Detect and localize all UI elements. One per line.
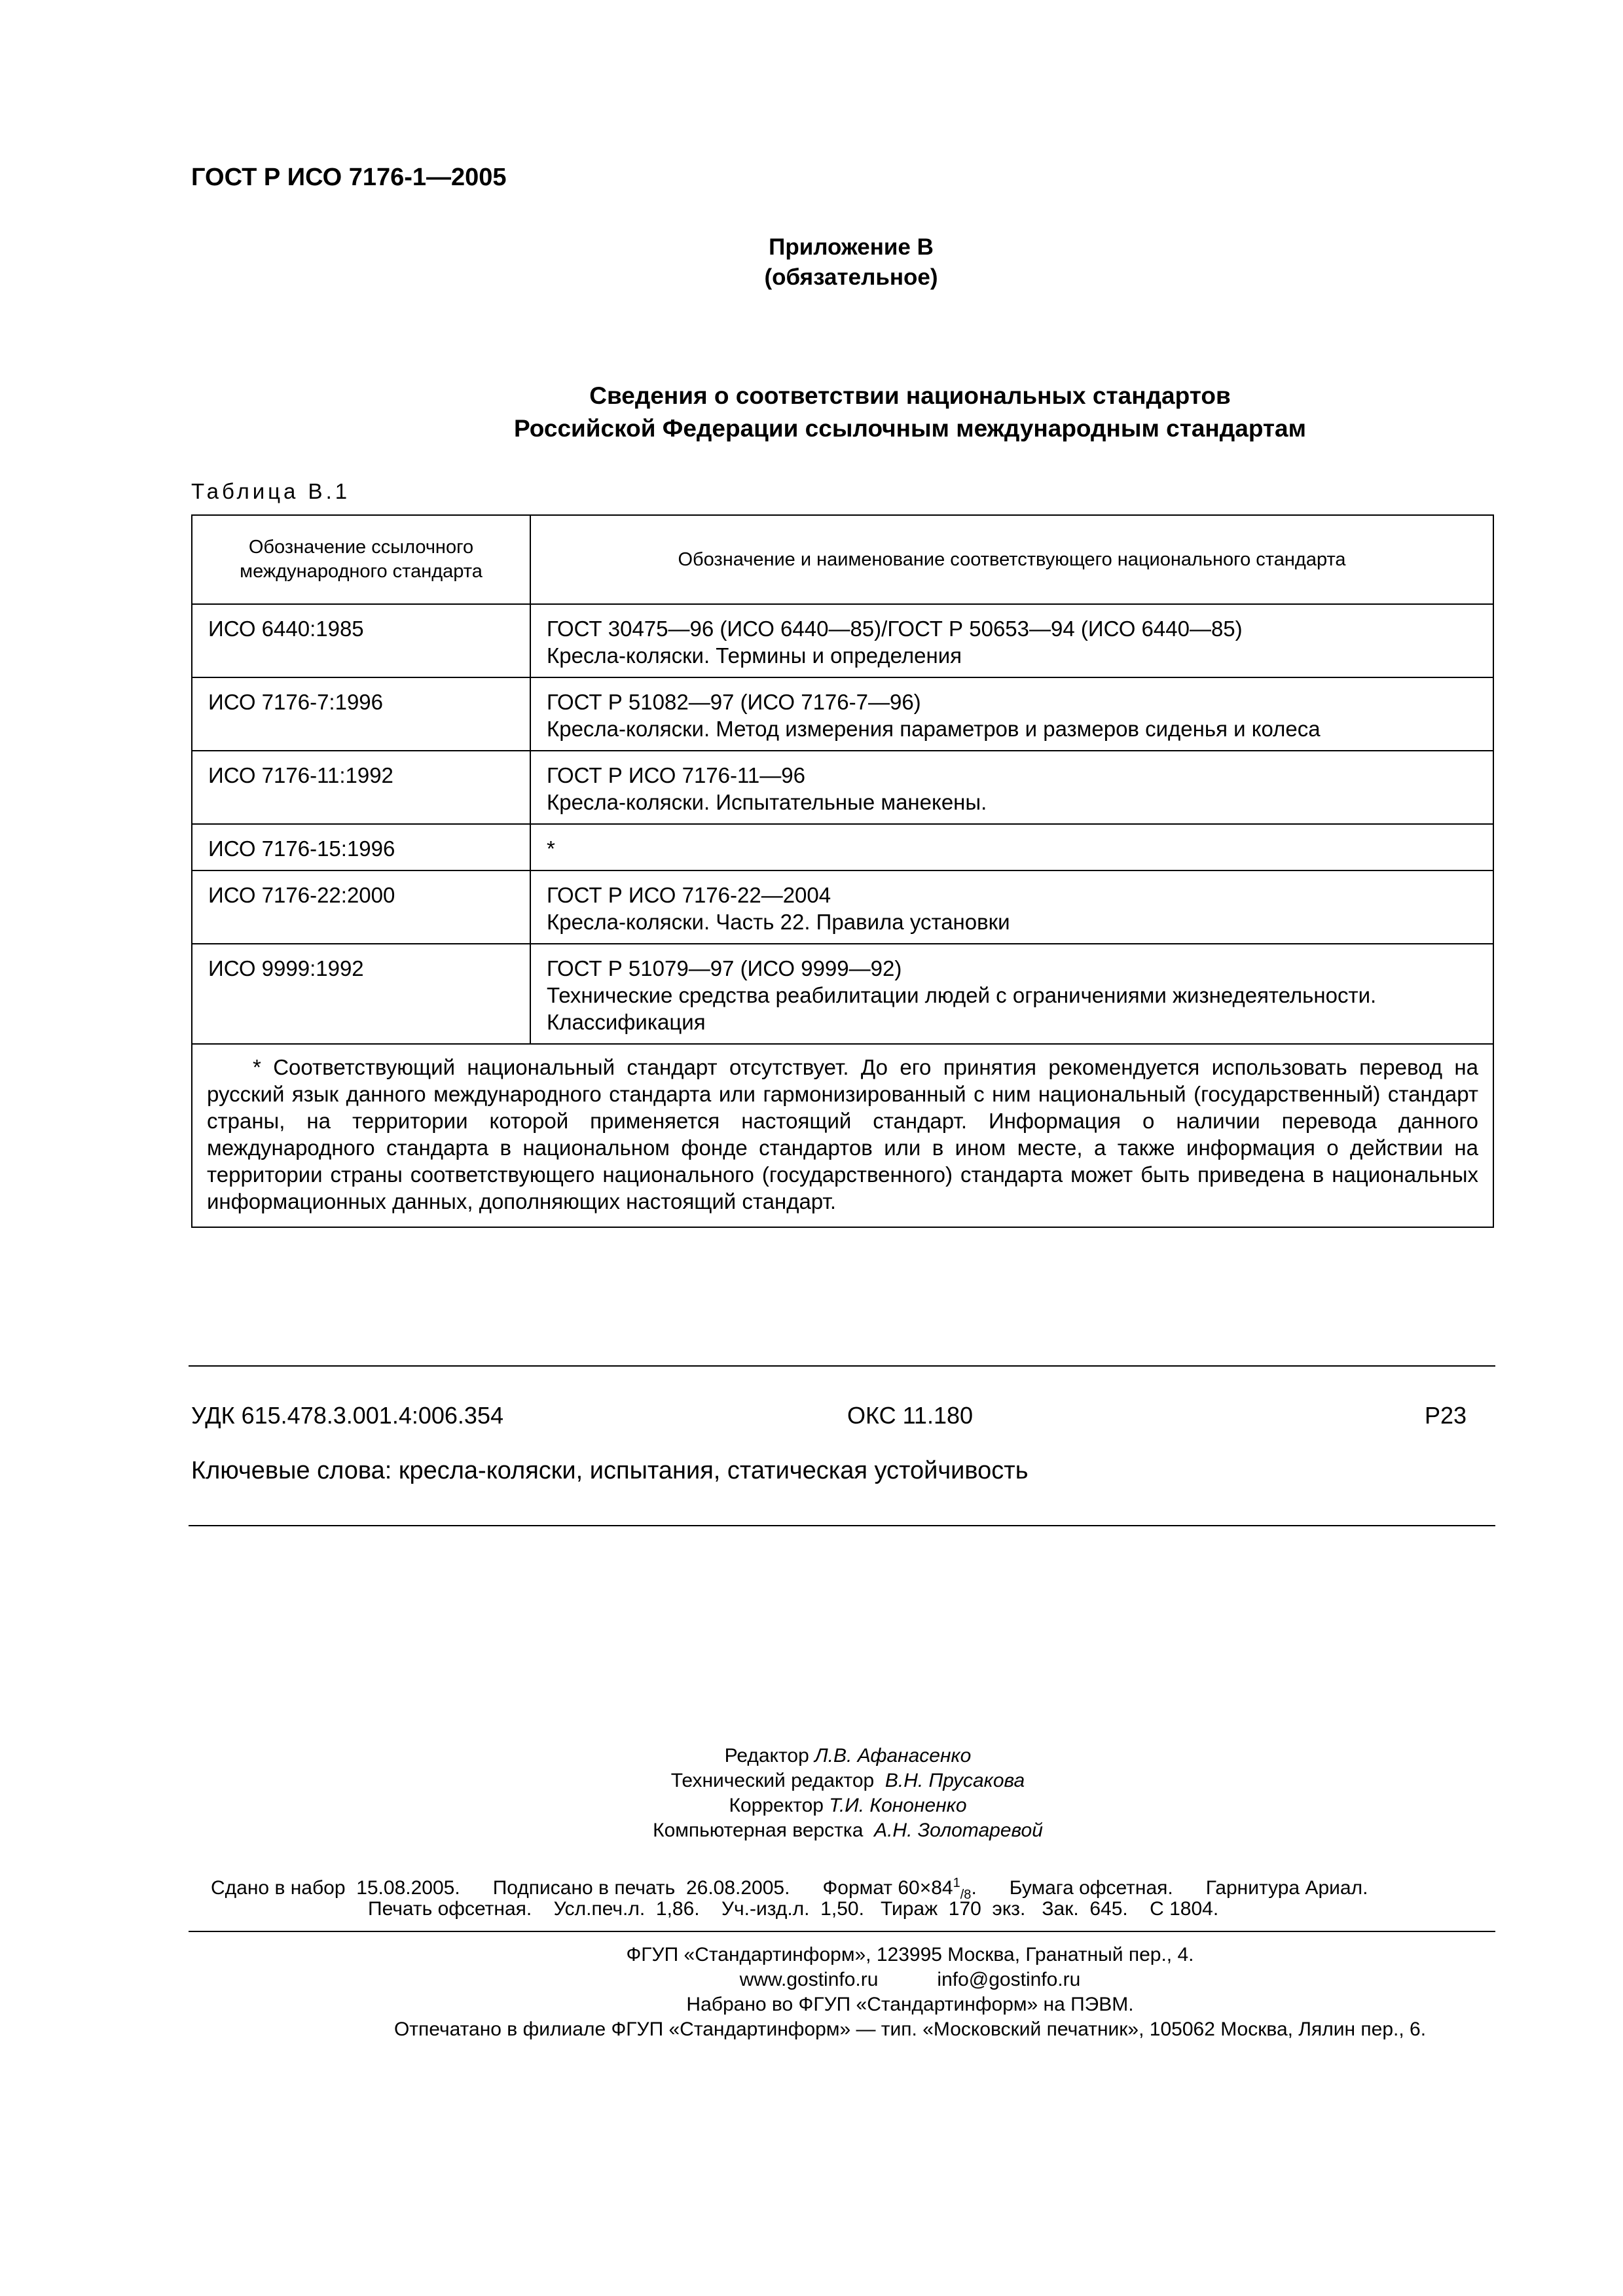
signed-date: Подписано в печать 26.08.2005.: [492, 1877, 790, 1899]
intl-standard-cell: ИСО 7176-22:2000: [192, 870, 530, 944]
credit-line: [458, 1793, 1237, 1818]
document-code: ГОСТ Р ИСО 7176-1—2005: [191, 164, 507, 191]
intl-standard-cell: ИСО 7176-7:1996: [192, 677, 530, 751]
national-standard-line: Кресла-коляски. Термины и определения: [547, 643, 962, 668]
order-number: Зак. 645.: [1042, 1898, 1128, 1920]
print-sheets: Усл.печ.л. 1,86.: [553, 1898, 700, 1920]
table-row: [192, 677, 1493, 751]
section-title: [196, 380, 1623, 445]
credit-role: Корректор: [729, 1795, 824, 1816]
intl-standard-cell: ИСО 7176-15:1996: [192, 824, 530, 870]
header-national-standard: Обозначение и наименование соответствующего национального стандарта: [530, 515, 1493, 604]
pub-sheets: Уч.-изд.л. 1,50.: [721, 1898, 864, 1920]
publisher-address: ФГУП «Стандартинформ», 123995 Москва, Гранатный пер., 4.: [626, 1944, 1194, 1965]
intl-standard-cell: ИСО 7176-11:1992: [192, 751, 530, 824]
table-row: [192, 944, 1493, 1044]
credit-role: Технический редактор: [670, 1770, 875, 1791]
publisher-website: www.gostinfo.ru: [739, 1969, 879, 1990]
table-row: [192, 870, 1493, 944]
national-standard-line: ГОСТ Р ИСО 7176-11—96: [547, 763, 805, 787]
format-suffix: .: [971, 1877, 977, 1899]
print-run: Тираж 170 экз.: [880, 1898, 1026, 1920]
format-prefix: Формат 60×84: [822, 1877, 953, 1899]
section-title-line-2: Российской Федерации ссылочным международным стандартам: [514, 415, 1306, 442]
udk-code: УДК 615.478.3.001.4:006.354: [191, 1402, 503, 1429]
oks-code: ОКС 11.180: [847, 1402, 974, 1429]
format-sup: 1: [953, 1876, 960, 1890]
publisher-contacts: [196, 1967, 1623, 1992]
footnote-marker: *: [547, 836, 555, 861]
table-row: [192, 751, 1493, 824]
national-standard-line: Кресла-коляски. Испытательные манекены.: [547, 790, 987, 814]
credit-line: [458, 1744, 1237, 1768]
national-standard-cell: [530, 824, 1493, 870]
typeset-info: Набрано во ФГУП «Стандартинформ» на ПЭВМ.: [686, 1994, 1134, 2015]
keywords: Ключевые слова: кресла-коляски, испытания, статическая устойчивость: [191, 1457, 1029, 1484]
national-standard-line: Технические средства реабилитации людей с ограничениями жизнедеятельности.: [547, 983, 1377, 1007]
c-number: С 1804.: [1150, 1898, 1219, 1920]
standards-table: [191, 514, 1494, 1228]
credit-name: В.Н. Прусакова: [884, 1770, 1025, 1791]
national-standard-line: ГОСТ Р 51082—97 (ИСО 7176-7—96): [547, 690, 921, 714]
appendix-heading: [655, 232, 1048, 293]
national-standard-line: ГОСТ Р ИСО 7176-22—2004: [547, 883, 831, 907]
credit-line: [458, 1818, 1237, 1843]
classification-code: Р23: [1425, 1402, 1467, 1429]
national-standard-cell: [530, 751, 1493, 824]
national-standard-cell: [530, 604, 1493, 677]
credit-name: Т.И. Кононенко: [829, 1795, 967, 1816]
section-title-line-1: Сведения о соответствии национальных стандартов: [589, 382, 1231, 409]
table-header-row: [192, 515, 1493, 604]
appendix-title: Приложение В: [769, 234, 934, 260]
credits-block: [458, 1744, 1237, 1843]
paper: Бумага офсетная.: [1009, 1877, 1173, 1899]
table-label: Таблица В.1: [191, 479, 351, 503]
credit-role: Редактор: [724, 1745, 809, 1767]
credit-name: А.Н. Золотаревой: [874, 1820, 1043, 1841]
table-footnote-row: [192, 1044, 1493, 1227]
intl-standard-cell: ИСО 6440:1985: [192, 604, 530, 677]
publisher-block: [196, 1943, 1623, 2042]
divider-bottom: [189, 1525, 1495, 1526]
credit-role: Компьютерная верстка: [653, 1820, 864, 1841]
credit-name: Л.В. Афанасенко: [814, 1745, 972, 1767]
intl-standard-cell: ИСО 9999:1992: [192, 944, 530, 1044]
appendix-status: (обязательное): [764, 264, 938, 290]
typeface: Гарнитура Ариал.: [1205, 1877, 1368, 1899]
format: [822, 1876, 977, 1902]
divider-publisher: [189, 1931, 1495, 1932]
format-sub: /8: [960, 1888, 972, 1902]
publisher-email: info@gostinfo.ru: [937, 1969, 1081, 1990]
table-row: [192, 824, 1493, 870]
printing-type: Печать офсетная.: [368, 1898, 532, 1920]
credit-line: [458, 1768, 1237, 1793]
divider-top: [189, 1365, 1495, 1367]
national-standard-cell: [530, 870, 1493, 944]
table-footnote: * Соответствующий национальный стандарт отсутствует. До его принятия рекомендуется использовать перевод на русский язык данного международного стандарта или гармонизированный с ним национальный (государственный) стандарт страны, на территории которой применяется настоящий стандарт. Информация о наличии перевода данного международного стандарта в национальном фонде стандартов или в ином месте, а также информация о действии на территории страны соответствующего национального (государственного) стандарта может быть приведена в национальных информационных данных, дополняющих настоящий стандарт.: [192, 1044, 1493, 1227]
printed-info: Отпечатано в филиале ФГУП «Стандартинформ» — тип. «Московский печатник», 105062 Москва, Лялин пер., 6.: [393, 2018, 1427, 2040]
national-standard-line: Кресла-коляски. Часть 22. Правила установки: [547, 910, 1010, 934]
national-standard-cell: [530, 944, 1493, 1044]
national-standard-line: Классификация: [547, 1010, 706, 1034]
national-standard-line: ГОСТ Р 51079—97 (ИСО 9999—92): [547, 956, 902, 980]
national-standard-cell: [530, 677, 1493, 751]
table-row: [192, 604, 1493, 677]
print-info-line-2: [368, 1897, 1218, 1922]
header-intl-standard: Обозначение ссылочного международного стандарта: [192, 515, 530, 604]
national-standard-line: ГОСТ 30475—96 (ИСО 6440—85)/ГОСТ Р 50653—94 (ИСО 6440—85): [547, 617, 1243, 641]
submitted-date: Сдано в набор 15.08.2005.: [211, 1877, 460, 1899]
national-standard-line: Кресла-коляски. Метод измерения параметров и размеров сиденья и колеса: [547, 717, 1321, 741]
